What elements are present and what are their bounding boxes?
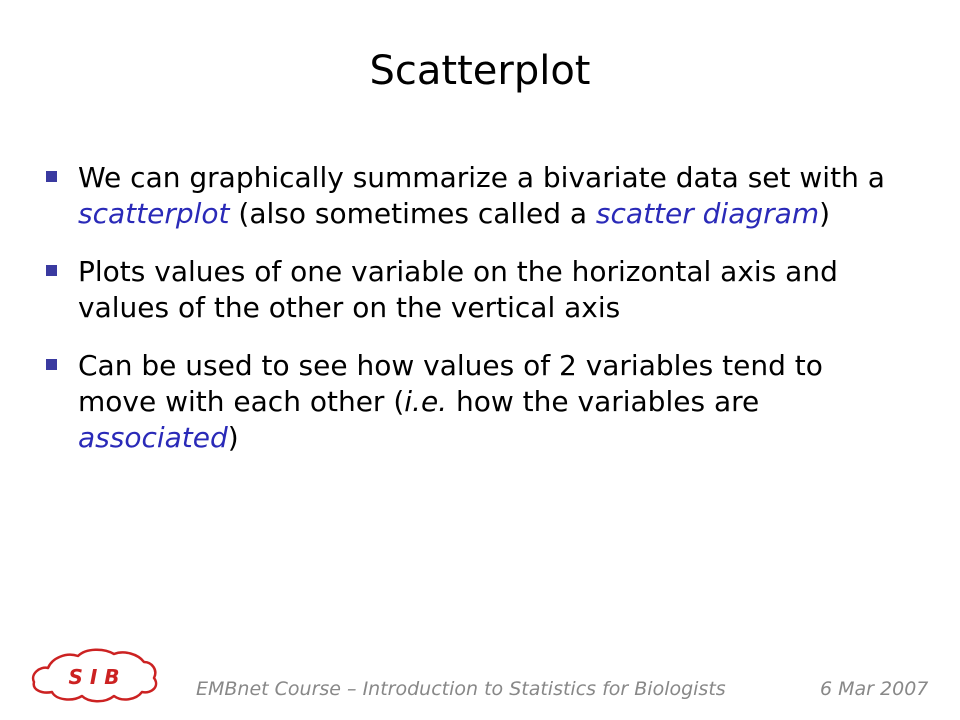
footer-date: 6 Mar 2007 — [820, 678, 929, 700]
bullet-item — [42, 160, 902, 232]
bullet-text: Plots values of one variable on the horizontal axis and values of the other on the vertical axis — [78, 255, 838, 324]
square-bullet-icon — [46, 359, 57, 370]
square-bullet-icon — [46, 171, 57, 182]
bullet-item — [42, 348, 902, 456]
term-scatterplot: scatterplot — [78, 197, 230, 230]
logo-text: S I B — [68, 665, 120, 689]
term-associated: associated — [78, 421, 228, 454]
bullet-text: We can graphically summarize a bivariate data set with a scatterplot (also sometimes called a scatter diagram) — [78, 161, 885, 230]
bullet-list — [42, 160, 902, 478]
term-scatter-diagram: scatter diagram — [595, 197, 820, 230]
term-ie: i.e. — [404, 385, 448, 418]
footer-course: EMBnet Course – Introduction to Statistics for Biologists — [196, 678, 726, 700]
footer — [0, 678, 960, 708]
bullet-text: Can be used to see how values of 2 variables tend to move with each other (i.e. how the variables are associated) — [78, 349, 823, 454]
bullet-item — [42, 254, 902, 326]
slide-title: Scatterplot — [369, 48, 591, 94]
square-bullet-icon — [46, 265, 57, 276]
